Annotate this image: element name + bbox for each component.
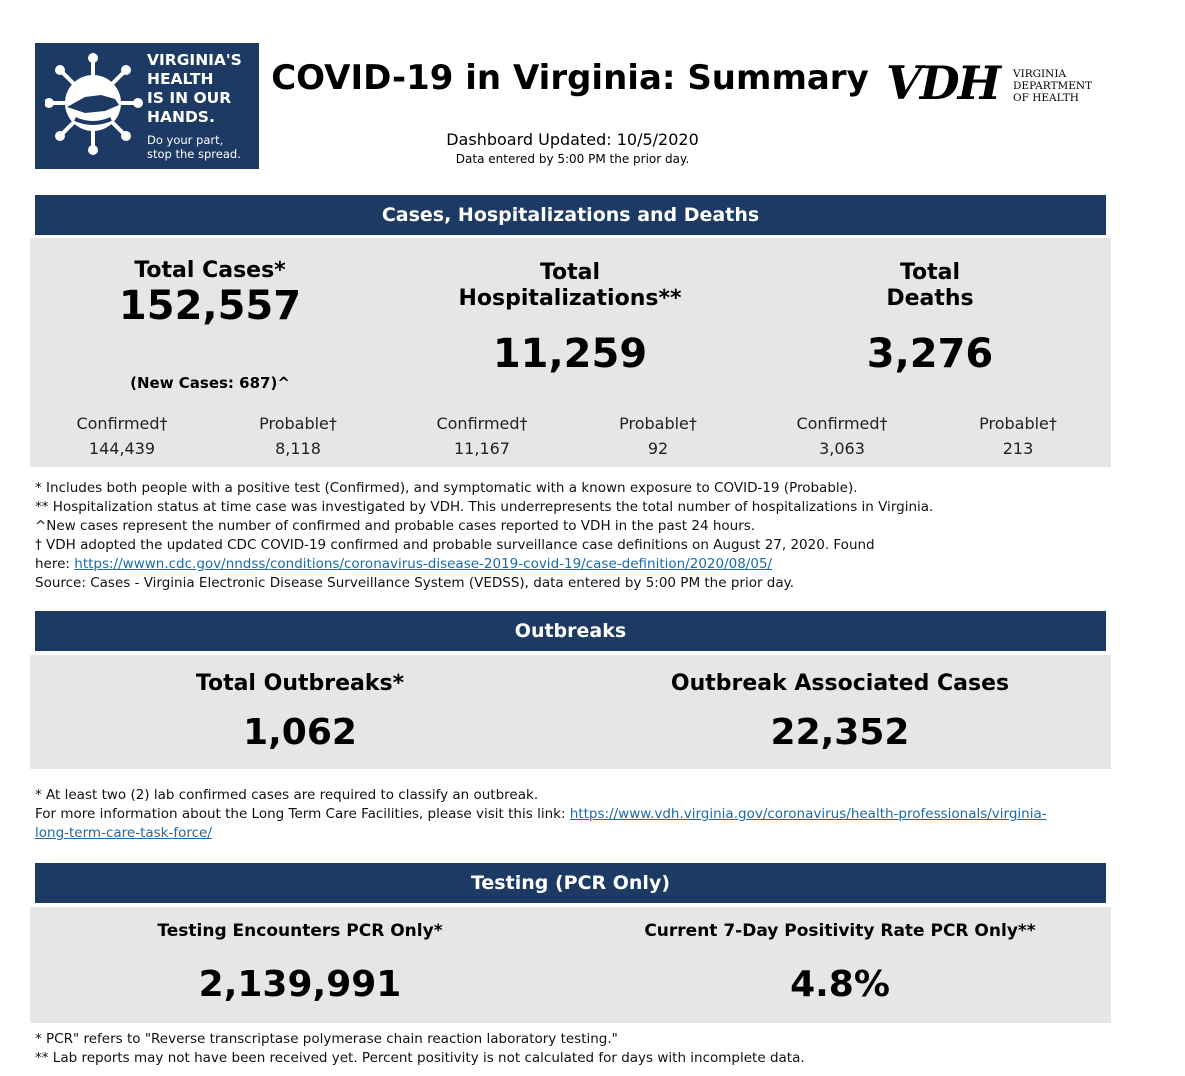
outbreaks-panel [30, 655, 1111, 769]
dashboard-updated: Dashboard Updated: 10/5/2020 [446, 130, 699, 149]
total-outbreaks-value: 1,062 [243, 712, 357, 753]
deaths-probable-value: 213 [1002, 439, 1034, 458]
logo-line-4: HANDS. [147, 108, 215, 126]
outbreak-footnote-2-prefix: For more information about the Long Term Care Facilities, please visit this link: [35, 806, 570, 822]
ltc-task-force-link-cont[interactable]: long-term-care-task-force/ [35, 825, 212, 841]
testing-footnotes [35, 1030, 805, 1068]
testing-section-header: Testing (PCR Only) [35, 863, 1106, 903]
deaths-probable-label: Probable† [979, 414, 1057, 433]
total-hosp-label-2: Hospitalizations** [458, 286, 682, 311]
outbreaks-footnotes [35, 786, 1047, 843]
ltc-task-force-link[interactable]: https://www.vdh.virginia.gov/coronavirus/health-professionals/virginia- [569, 806, 1047, 822]
footnote-1: * Includes both people with a positive test (Confirmed), and symptomatic with a known exposure to COVID-19 (Probable). [35, 480, 858, 496]
hosp-confirmed-value: 11,167 [454, 439, 510, 458]
cdc-definition-link[interactable]: https://wwwn.cdc.gov/nndss/conditions/coronavirus-disease-2019-covid-19/case-definition/2020/08/05/ [74, 556, 773, 572]
total-outbreaks-label: Total Outbreaks* [195, 671, 405, 696]
total-deaths-value: 3,276 [866, 331, 994, 377]
outbreak-associated-label: Outbreak Associated Cases [670, 671, 1010, 696]
footnote-3: ^New cases represent the number of confirmed and probable cases reported to VDH in the past 24 hours. [35, 518, 756, 534]
positivity-rate-label: Current 7-Day Positivity Rate PCR Only** [644, 921, 1036, 941]
logo-sub-1: Do your part, [147, 133, 224, 147]
logo-subtext [147, 133, 241, 161]
hosp-probable-value: 92 [647, 439, 669, 458]
logo-line-2: HEALTH [147, 70, 214, 88]
total-hosp-value: 11,259 [492, 331, 648, 377]
vdh-line-2: DEPARTMENT [1013, 80, 1093, 92]
virginia-health-logo [35, 43, 259, 169]
total-hosp-label-1: Total [539, 260, 601, 285]
cases-probable-value: 8,118 [275, 439, 321, 458]
footnote-5-prefix: here: [35, 556, 75, 572]
deaths-confirmed-value: 3,063 [819, 439, 865, 458]
hosp-probable-label: Probable† [619, 414, 697, 433]
testing-encounters-label: Testing Encounters PCR Only* [157, 921, 443, 941]
testing-encounters-value: 2,139,991 [198, 964, 402, 1005]
total-cases-value: 152,557 [118, 283, 302, 329]
outbreaks-section-header: Outbreaks [35, 611, 1106, 651]
testing-footnote-2: ** Lab reports may not have been received yet. Percent positivity is not calculated for days with incomplete data. [35, 1050, 805, 1066]
total-cases-label: Total Cases* [134, 258, 286, 283]
cases-confirmed-label: Confirmed† [76, 414, 168, 433]
deaths-confirmed-label: Confirmed† [796, 414, 888, 433]
cases-panel [30, 238, 1111, 467]
footnote-2: ** Hospitalization status at time case was investigated by VDH. This underrepresents the total number of hospitalizations in Virginia. [35, 499, 934, 515]
new-cases: (New Cases: 687)^ [130, 374, 290, 392]
page-title: COVID-19 in Virginia: Summary [271, 58, 869, 98]
total-deaths-label-1: Total [899, 260, 961, 285]
outbreak-footnote-1: * At least two (2) lab confirmed cases are required to classify an outbreak. [35, 787, 539, 803]
logo-line-1: VIRGINIA'S [147, 51, 242, 69]
logo-line-3: IS IN OUR [147, 89, 232, 107]
vdh-line-3: OF HEALTH [1013, 92, 1079, 104]
cases-confirmed-value: 144,439 [88, 439, 156, 458]
positivity-rate-value: 4.8% [790, 964, 890, 1005]
footnote-5 [35, 555, 933, 574]
footnote-4: † VDH adopted the updated CDC COVID-19 confirmed and probable surveillance case definitions on August 27, 2020. Found [35, 537, 875, 553]
vdh-logo [886, 56, 1093, 110]
cases-footnotes [35, 479, 933, 593]
testing-panel [30, 907, 1111, 1023]
logo-sub-2: stop the spread. [147, 147, 241, 161]
total-deaths-label-2: Deaths [886, 286, 974, 311]
outbreak-footnote-3 [35, 824, 1047, 843]
logo-text [147, 51, 242, 127]
cases-probable-label: Probable† [259, 414, 337, 433]
data-entered-note: Data entered by 5:00 PM the prior day. [455, 152, 690, 166]
outbreak-footnote-2 [35, 805, 1047, 824]
hosp-confirmed-label: Confirmed† [436, 414, 528, 433]
vdh-line-1: VIRGINIA [1013, 68, 1067, 80]
vdh-text [1013, 68, 1092, 104]
footnote-source: Source: Cases - Virginia Electronic Disease Surveillance System (VEDSS), data entered by 5:00 PM the prior day. [35, 575, 794, 591]
outbreak-associated-value: 22,352 [770, 712, 910, 753]
virus-icon [45, 51, 145, 161]
testing-footnote-1: * PCR" refers to "Reverse transcriptase polymerase chain reaction laboratory testing." [35, 1031, 618, 1047]
vdh-mark: VDH [886, 56, 1000, 110]
cases-section-header: Cases, Hospitalizations and Deaths [35, 195, 1106, 235]
